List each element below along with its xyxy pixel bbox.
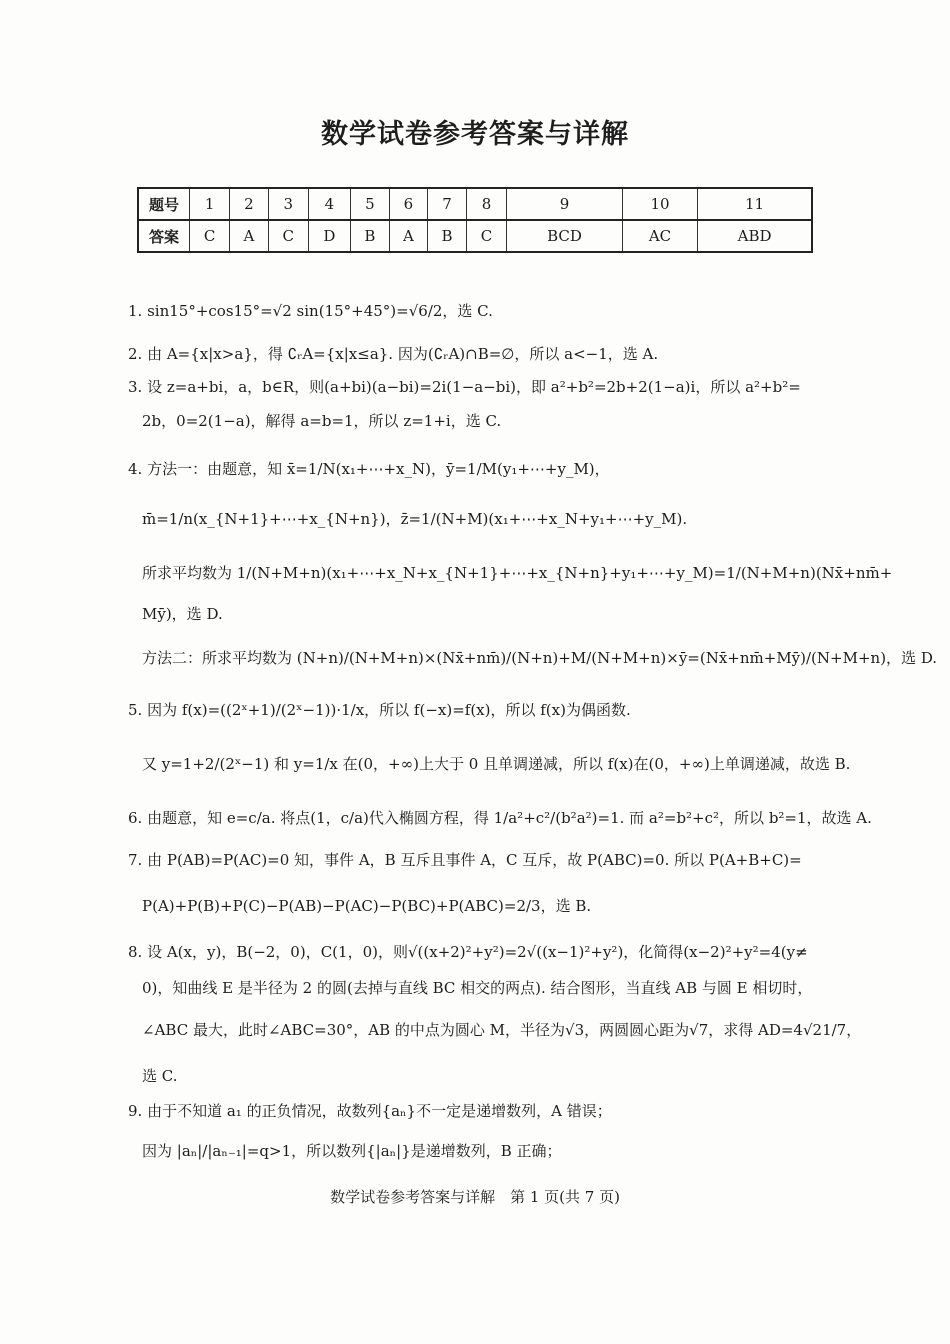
table-cell: B bbox=[350, 220, 389, 252]
table-row-answers bbox=[138, 220, 812, 252]
solution-line: 又 y=1+2/(2ˣ−1) 和 y=1/x 在(0，+∞)上大于 0 且单调递减，所以 f(x)在(0，+∞)上单调递减，故选 B. bbox=[142, 755, 851, 773]
table-cell: 2 bbox=[230, 188, 268, 220]
solution-line: Mȳ)，选 D. bbox=[142, 605, 223, 623]
solution-line: 因为 |aₙ|/|aₙ₋₁|=q>1，所以数列{|aₙ|}是递增数列，B 正确； bbox=[142, 1142, 562, 1160]
table-cell: 4 bbox=[308, 188, 350, 220]
table-cell: 5 bbox=[350, 188, 389, 220]
page-footer: 数学试卷参考答案与详解 第 1 页(共 7 页) bbox=[330, 1188, 620, 1206]
solution-line: 选 C. bbox=[142, 1067, 178, 1085]
solution-line: 1. sin15°+cos15°=√2 sin(15°+45°)=√6/2，选 C. bbox=[128, 302, 493, 320]
table-row-numbers bbox=[138, 188, 812, 220]
solution-line: 9. 由于不知道 a₁ 的正负情况，故数列{aₙ}不一定是递增数列，A 错误； bbox=[128, 1102, 612, 1120]
table-cell: A bbox=[230, 220, 268, 252]
table-cell: 11 bbox=[698, 188, 812, 220]
solution-line: 所求平均数为 1/(N+M+n)(x₁+⋯+x_N+x_{N+1}+⋯+x_{N+n}+y₁+⋯+y_M)=1/(N+M+n)(Nx̄+nm̄+ bbox=[142, 564, 893, 582]
table-cell: C bbox=[268, 220, 308, 252]
table-cell: D bbox=[308, 220, 350, 252]
solution-line: 0)，知曲线 E 是半径为 2 的圆(去掉与直线 BC 相交的两点). 结合图形，当直线 AB 与圆 E 相切时， bbox=[142, 979, 813, 997]
page-title: 数学试卷参考答案与详解 bbox=[321, 119, 629, 150]
row-label-answer: 答案 bbox=[138, 220, 190, 252]
table-cell: 9 bbox=[507, 188, 623, 220]
table-cell: 1 bbox=[190, 188, 230, 220]
table-cell: B bbox=[428, 220, 467, 252]
solution-line: 4. 方法一：由题意，知 x̄=1/N(x₁+⋯+x_N)，ȳ=1/M(y₁+⋯+y_M)， bbox=[128, 460, 610, 478]
solution-line: 2b，0=2(1−a)，解得 a=b=1，所以 z=1+i，选 C. bbox=[142, 412, 502, 430]
solution-line: 7. 由 P(AB)=P(AC)=0 知，事件 A，B 互斥且事件 A，C 互斥，故 P(ABC)=0. 所以 P(A+B+C)= bbox=[128, 851, 802, 869]
answer-table bbox=[137, 187, 813, 253]
table-cell: 7 bbox=[428, 188, 467, 220]
table-cell: C bbox=[190, 220, 230, 252]
table-cell: 10 bbox=[622, 188, 697, 220]
table-cell: 8 bbox=[466, 188, 506, 220]
solution-line: P(A)+P(B)+P(C)−P(AB)−P(AC)−P(BC)+P(ABC)=2/3，选 B. bbox=[142, 897, 592, 915]
solution-line: 6. 由题意，知 e=c/a. 将点(1，c/a)代入椭圆方程，得 1/a²+c²/(b²a²)=1. 而 a²=b²+c²，所以 b²=1，故选 A. bbox=[128, 809, 872, 827]
table-cell: A bbox=[389, 220, 427, 252]
solution-line: 2. 由 A={x|x>a}，得 ∁ᵣA={x|x≤a}. 因为(∁ᵣA)∩B=∅，所以 a<−1，选 A. bbox=[128, 345, 659, 363]
table-cell: 6 bbox=[389, 188, 427, 220]
solution-line: m̄=1/n(x_{N+1}+⋯+x_{N+n})，z̄=1/(N+M)(x₁+⋯+x_N+y₁+⋯+y_M). bbox=[142, 510, 688, 528]
table-cell: AC bbox=[622, 220, 697, 252]
solution-line: ∠ABC 最大，此时∠ABC=30°，AB 的中点为圆心 M，半径为√3，两圆圆心距为√7，求得 AD=4√21/7， bbox=[142, 1021, 862, 1039]
row-label-number: 题号 bbox=[138, 188, 190, 220]
solution-line: 8. 设 A(x，y)，B(−2，0)，C(1，0)，则√((x+2)²+y²)=2√((x−1)²+y²)，化简得(x−2)²+y²=4(y≠ bbox=[128, 943, 808, 961]
solution-line: 5. 因为 f(x)=((2ˣ+1)/(2ˣ−1))·1/x，所以 f(−x)=f(x)，所以 f(x)为偶函数. bbox=[128, 701, 631, 719]
solution-line: 3. 设 z=a+bi，a，b∈R，则(a+bi)(a−bi)=2i(1−a−bi)，即 a²+b²=2b+2(1−a)i，所以 a²+b²= bbox=[128, 378, 801, 396]
solution-line: 方法二：所求平均数为 (N+n)/(N+M+n)×(Nx̄+nm̄)/(N+n)+M/(N+M+n)×ȳ=(Nx̄+nm̄+Mȳ)/(N+M+n)，选 D. bbox=[142, 649, 938, 667]
table-cell: 3 bbox=[268, 188, 308, 220]
table-cell: ABD bbox=[698, 220, 812, 252]
table-cell: C bbox=[466, 220, 506, 252]
table-cell: BCD bbox=[507, 220, 623, 252]
